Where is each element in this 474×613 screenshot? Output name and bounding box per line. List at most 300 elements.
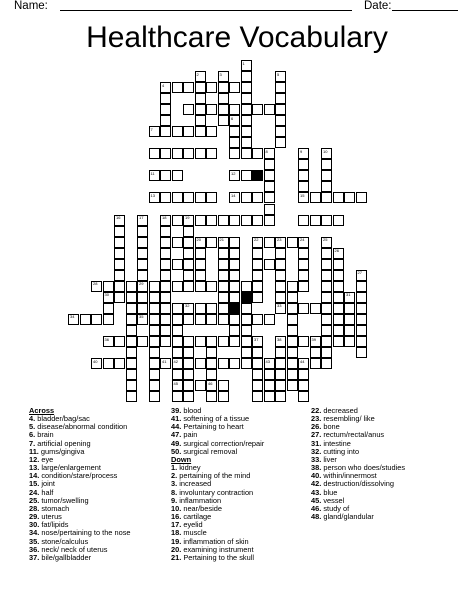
grid-cell[interactable] [195,380,206,391]
grid-cell[interactable] [160,226,171,237]
grid-cell[interactable] [195,281,206,292]
grid-cell[interactable] [195,358,206,369]
grid-cell[interactable] [103,314,114,325]
grid-cell[interactable] [229,270,240,281]
grid-cell[interactable] [160,314,171,325]
grid-cell[interactable] [218,303,229,314]
grid-cell[interactable] [298,259,309,270]
grid-cell[interactable] [321,215,332,226]
grid-cell[interactable] [195,93,206,104]
grid-cell[interactable] [252,292,263,303]
grid-cell[interactable] [241,115,252,126]
grid-cell[interactable] [333,314,344,325]
grid-cell[interactable] [137,215,148,226]
grid-cell[interactable] [275,259,286,270]
grid-cell[interactable] [172,82,183,93]
grid-cell[interactable] [183,336,194,347]
grid-cell[interactable] [321,170,332,181]
grid-cell[interactable] [321,248,332,259]
grid-cell[interactable] [206,314,217,325]
grid-cell[interactable] [183,380,194,391]
grid-cell[interactable] [264,314,275,325]
grid-cell[interactable] [275,358,286,369]
grid-cell[interactable] [229,358,240,369]
grid-cell[interactable] [287,380,298,391]
grid-cell[interactable] [126,314,137,325]
grid-cell[interactable] [333,325,344,336]
grid-cell[interactable] [229,237,240,248]
grid-cell[interactable] [218,71,229,82]
grid-cell[interactable] [206,303,217,314]
grid-cell[interactable] [160,248,171,259]
grid-cell[interactable] [229,336,240,347]
grid-cell[interactable] [172,358,183,369]
grid-cell[interactable] [264,204,275,215]
grid-cell[interactable] [91,314,102,325]
date-field[interactable] [392,10,458,11]
grid-cell[interactable] [160,303,171,314]
grid-cell[interactable] [160,115,171,126]
grid-cell[interactable] [172,336,183,347]
grid-cell[interactable] [252,192,263,203]
grid-cell[interactable] [149,192,160,203]
grid-cell[interactable] [229,148,240,159]
grid-cell[interactable] [114,237,125,248]
grid-cell[interactable] [298,303,309,314]
grid-cell[interactable] [183,391,194,402]
grid-cell[interactable] [195,148,206,159]
grid-cell[interactable] [321,181,332,192]
grid-cell[interactable] [126,281,137,292]
grid-cell[interactable] [252,380,263,391]
grid-cell[interactable] [183,281,194,292]
grid-cell[interactable] [252,369,263,380]
grid-cell[interactable] [114,259,125,270]
grid-cell[interactable] [287,292,298,303]
grid-cell[interactable] [333,192,344,203]
grid-cell[interactable] [321,336,332,347]
grid-cell[interactable] [160,336,171,347]
grid-cell[interactable] [229,281,240,292]
grid-cell[interactable] [252,347,263,358]
grid-cell[interactable] [206,369,217,380]
grid-cell[interactable] [287,325,298,336]
grid-cell[interactable] [68,314,79,325]
grid-cell[interactable] [172,126,183,137]
grid-cell[interactable] [264,259,275,270]
grid-cell[interactable] [103,281,114,292]
grid-cell[interactable] [114,215,125,226]
grid-cell[interactable] [344,336,355,347]
grid-cell[interactable] [356,347,367,358]
grid-cell[interactable] [275,104,286,115]
grid-cell[interactable] [206,281,217,292]
grid-cell[interactable] [264,104,275,115]
grid-cell[interactable] [298,215,309,226]
grid-cell[interactable] [241,104,252,115]
grid-cell[interactable] [195,192,206,203]
grid-cell[interactable] [241,325,252,336]
grid-cell[interactable] [298,391,309,402]
grid-cell[interactable] [149,380,160,391]
grid-cell[interactable] [287,347,298,358]
grid-cell[interactable] [206,391,217,402]
grid-cell[interactable] [195,215,206,226]
grid-cell[interactable] [172,380,183,391]
grid-cell[interactable] [356,192,367,203]
grid-cell[interactable] [137,259,148,270]
grid-cell[interactable] [229,192,240,203]
grid-cell[interactable] [137,292,148,303]
grid-cell[interactable] [298,181,309,192]
grid-cell[interactable] [160,104,171,115]
grid-cell[interactable] [149,336,160,347]
grid-cell[interactable] [218,270,229,281]
grid-cell[interactable] [241,82,252,93]
grid-cell[interactable] [218,248,229,259]
grid-cell[interactable] [298,380,309,391]
grid-cell[interactable] [218,115,229,126]
grid-cell[interactable] [275,237,286,248]
grid-cell[interactable] [310,358,321,369]
grid-cell[interactable] [333,259,344,270]
grid-cell[interactable] [183,226,194,237]
grid-cell[interactable] [206,148,217,159]
grid-cell[interactable] [321,148,332,159]
grid-cell[interactable] [103,303,114,314]
grid-cell[interactable] [241,192,252,203]
grid-cell[interactable] [114,292,125,303]
grid-cell[interactable] [344,192,355,203]
grid-cell[interactable] [206,104,217,115]
grid-cell[interactable] [160,259,171,270]
grid-cell[interactable] [229,259,240,270]
grid-cell[interactable] [149,170,160,181]
grid-cell[interactable] [160,82,171,93]
name-field[interactable] [60,10,352,11]
grid-cell[interactable] [275,115,286,126]
grid-cell[interactable] [252,104,263,115]
grid-cell[interactable] [218,380,229,391]
grid-cell[interactable] [195,259,206,270]
grid-cell[interactable] [275,248,286,259]
grid-cell[interactable] [195,126,206,137]
grid-cell[interactable] [218,93,229,104]
grid-cell[interactable] [160,270,171,281]
grid-cell[interactable] [241,347,252,358]
grid-cell[interactable] [241,148,252,159]
grid-cell[interactable] [298,237,309,248]
grid-cell[interactable] [264,192,275,203]
grid-cell[interactable] [264,159,275,170]
grid-cell[interactable] [241,60,252,71]
grid-cell[interactable] [126,347,137,358]
grid-cell[interactable] [275,303,286,314]
grid-cell[interactable] [206,358,217,369]
grid-cell[interactable] [149,292,160,303]
grid-cell[interactable] [298,358,309,369]
grid-cell[interactable] [160,192,171,203]
grid-cell[interactable] [241,215,252,226]
grid-cell[interactable] [356,314,367,325]
grid-cell[interactable] [287,281,298,292]
grid-cell[interactable] [183,270,194,281]
grid-cell[interactable] [264,380,275,391]
grid-cell[interactable] [264,170,275,181]
grid-cell[interactable] [264,215,275,226]
grid-cell[interactable] [333,281,344,292]
grid-cell[interactable] [321,259,332,270]
grid-cell[interactable] [126,358,137,369]
grid-cell[interactable] [275,82,286,93]
grid-cell[interactable] [195,303,206,314]
grid-cell[interactable] [241,303,252,314]
grid-cell[interactable] [195,104,206,115]
grid-cell[interactable] [321,159,332,170]
grid-cell[interactable] [275,93,286,104]
grid-cell[interactable] [298,159,309,170]
grid-cell[interactable] [172,303,183,314]
grid-cell[interactable] [137,314,148,325]
grid-cell[interactable] [264,237,275,248]
grid-cell[interactable] [229,325,240,336]
grid-cell[interactable] [275,281,286,292]
grid-cell[interactable] [333,248,344,259]
grid-cell[interactable] [206,192,217,203]
grid-cell[interactable] [275,137,286,148]
grid-cell[interactable] [264,369,275,380]
grid-cell[interactable] [160,281,171,292]
grid-cell[interactable] [310,215,321,226]
grid-cell[interactable] [183,369,194,380]
grid-cell[interactable] [114,336,125,347]
grid-cell[interactable] [298,170,309,181]
grid-cell[interactable] [114,226,125,237]
grid-cell[interactable] [172,347,183,358]
grid-cell[interactable] [275,369,286,380]
grid-cell[interactable] [218,336,229,347]
grid-cell[interactable] [298,281,309,292]
grid-cell[interactable] [252,259,263,270]
grid-cell[interactable] [264,391,275,402]
grid-cell[interactable] [160,237,171,248]
grid-cell[interactable] [183,259,194,270]
grid-cell[interactable] [264,358,275,369]
grid-cell[interactable] [356,325,367,336]
grid-cell[interactable] [172,325,183,336]
grid-cell[interactable] [218,82,229,93]
grid-cell[interactable] [149,303,160,314]
grid-cell[interactable] [160,325,171,336]
grid-cell[interactable] [149,325,160,336]
grid-cell[interactable] [126,325,137,336]
grid-cell[interactable] [356,281,367,292]
grid-cell[interactable] [126,369,137,380]
grid-cell[interactable] [252,237,263,248]
grid-cell[interactable] [287,237,298,248]
grid-cell[interactable] [172,259,183,270]
grid-cell[interactable] [183,358,194,369]
grid-cell[interactable] [356,336,367,347]
grid-cell[interactable] [241,358,252,369]
grid-cell[interactable] [172,314,183,325]
grid-cell[interactable] [160,126,171,137]
grid-cell[interactable] [264,148,275,159]
grid-cell[interactable] [172,192,183,203]
grid-cell[interactable] [310,347,321,358]
grid-cell[interactable] [149,347,160,358]
grid-cell[interactable] [137,248,148,259]
grid-cell[interactable] [321,281,332,292]
grid-cell[interactable] [195,82,206,93]
grid-cell[interactable] [229,126,240,137]
grid-cell[interactable] [241,93,252,104]
grid-cell[interactable] [183,82,194,93]
grid-cell[interactable] [137,270,148,281]
grid-cell[interactable] [241,71,252,82]
grid-cell[interactable] [356,270,367,281]
grid-cell[interactable] [229,248,240,259]
grid-cell[interactable] [126,380,137,391]
grid-cell[interactable] [229,82,240,93]
grid-cell[interactable] [114,248,125,259]
grid-cell[interactable] [287,336,298,347]
grid-cell[interactable] [252,391,263,402]
grid-cell[interactable] [344,303,355,314]
grid-cell[interactable] [229,314,240,325]
grid-cell[interactable] [172,170,183,181]
grid-cell[interactable] [252,358,263,369]
grid-cell[interactable] [218,104,229,115]
grid-cell[interactable] [172,215,183,226]
grid-cell[interactable] [333,292,344,303]
grid-cell[interactable] [149,314,160,325]
grid-cell[interactable] [229,215,240,226]
grid-cell[interactable] [275,336,286,347]
grid-cell[interactable] [218,292,229,303]
grid-cell[interactable] [103,336,114,347]
grid-cell[interactable] [218,215,229,226]
grid-cell[interactable] [333,270,344,281]
grid-cell[interactable] [137,237,148,248]
grid-cell[interactable] [275,380,286,391]
grid-cell[interactable] [195,237,206,248]
grid-cell[interactable] [241,281,252,292]
grid-cell[interactable] [252,336,263,347]
grid-cell[interactable] [241,336,252,347]
grid-cell[interactable] [183,303,194,314]
grid-cell[interactable] [114,270,125,281]
grid-cell[interactable] [195,314,206,325]
grid-cell[interactable] [206,215,217,226]
grid-cell[interactable] [149,148,160,159]
grid-cell[interactable] [137,281,148,292]
grid-cell[interactable] [160,215,171,226]
grid-cell[interactable] [137,303,148,314]
grid-cell[interactable] [149,391,160,402]
grid-cell[interactable] [321,237,332,248]
grid-cell[interactable] [172,237,183,248]
grid-cell[interactable] [321,314,332,325]
grid-cell[interactable] [252,281,263,292]
grid-cell[interactable] [241,126,252,137]
grid-cell[interactable] [160,170,171,181]
grid-cell[interactable] [172,369,183,380]
grid-cell[interactable] [321,347,332,358]
grid-cell[interactable] [252,148,263,159]
grid-cell[interactable] [321,292,332,303]
grid-cell[interactable] [275,391,286,402]
grid-cell[interactable] [160,148,171,159]
grid-cell[interactable] [275,126,286,137]
grid-cell[interactable] [310,192,321,203]
grid-cell[interactable] [195,71,206,82]
grid-cell[interactable] [241,137,252,148]
grid-cell[interactable] [321,325,332,336]
grid-cell[interactable] [321,358,332,369]
grid-cell[interactable] [333,303,344,314]
grid-cell[interactable] [218,259,229,270]
grid-cell[interactable] [321,192,332,203]
grid-cell[interactable] [114,358,125,369]
grid-cell[interactable] [149,281,160,292]
grid-cell[interactable] [91,281,102,292]
grid-cell[interactable] [298,270,309,281]
grid-cell[interactable] [195,115,206,126]
grid-cell[interactable] [195,270,206,281]
grid-cell[interactable] [218,314,229,325]
grid-cell[interactable] [298,369,309,380]
grid-cell[interactable] [103,292,114,303]
grid-cell[interactable] [252,248,263,259]
grid-cell[interactable] [126,303,137,314]
grid-cell[interactable] [160,292,171,303]
grid-cell[interactable] [103,358,114,369]
grid-cell[interactable] [275,270,286,281]
grid-cell[interactable] [137,336,148,347]
grid-cell[interactable] [172,391,183,402]
grid-cell[interactable] [206,237,217,248]
grid-cell[interactable] [149,369,160,380]
grid-cell[interactable] [206,347,217,358]
grid-cell[interactable] [183,314,194,325]
grid-cell[interactable] [344,325,355,336]
grid-cell[interactable] [287,314,298,325]
grid-cell[interactable] [218,391,229,402]
grid-cell[interactable] [229,137,240,148]
grid-cell[interactable] [310,336,321,347]
grid-cell[interactable] [252,270,263,281]
grid-cell[interactable] [114,281,125,292]
grid-cell[interactable] [195,248,206,259]
grid-cell[interactable] [137,226,148,237]
grid-cell[interactable] [356,303,367,314]
grid-cell[interactable] [183,237,194,248]
grid-cell[interactable] [126,292,137,303]
grid-cell[interactable] [344,292,355,303]
grid-cell[interactable] [183,347,194,358]
grid-cell[interactable] [183,126,194,137]
grid-cell[interactable] [321,303,332,314]
grid-cell[interactable] [149,358,160,369]
grid-cell[interactable] [333,215,344,226]
grid-cell[interactable] [241,314,252,325]
grid-cell[interactable] [206,336,217,347]
grid-cell[interactable] [229,115,240,126]
grid-cell[interactable] [126,391,137,402]
grid-cell[interactable] [195,336,206,347]
grid-cell[interactable] [183,192,194,203]
